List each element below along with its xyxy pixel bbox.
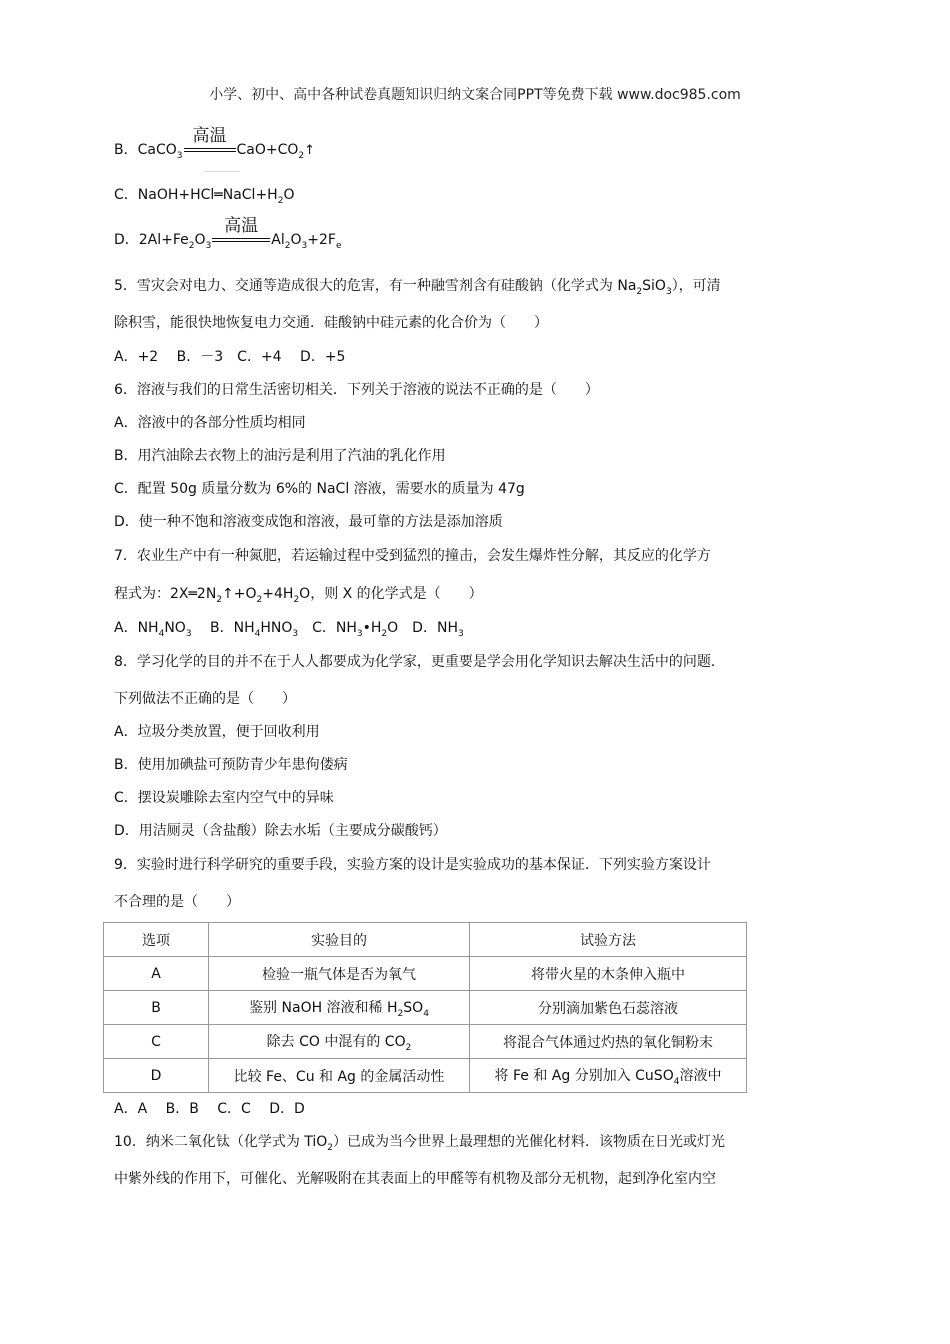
experiment-table: [103, 922, 747, 1093]
table-header: 实验目的: [209, 923, 470, 957]
q9-stem-line1: 9．实验时进行科学研究的重要手段，实验方案的设计是实验成功的基本保证．下列实验方案设计: [114, 857, 711, 873]
q7-stem-line1: 7．农业生产中有一种氮肥，若运输过程中受到猛烈的撞击，会发生爆炸性分解，其反应的化学方: [114, 548, 711, 564]
table-cell: 将混合气体通过灼热的氧化铜粉末: [470, 1025, 747, 1059]
q7-stem-line2: 程式为：$2X═2N_2↑+O_2+4H_2O$，则 X 的化学式是（ ）: [114, 586, 483, 605]
q8-option-d: D．用洁厕灵（含盐酸）除去水垢（主要成分碳酸钙）: [114, 823, 447, 839]
q8-option-b: B．使用加碘盐可预防青少年患佝偻病: [114, 757, 348, 773]
table-header: 试验方法: [470, 923, 747, 957]
q6-option-b: B．用汽油除去衣物上的油污是利用了汽油的乳化作用: [114, 448, 446, 464]
q8-option-c: C．摆设炭雕除去室内空气中的异味: [114, 790, 334, 806]
table-cell: A: [104, 957, 209, 991]
table-row: [104, 1025, 747, 1059]
table-cell: 比较 Fe、Cu 和 Ag 的金属活动性: [209, 1059, 470, 1093]
table-cell: 除去 CO 中混有的 $CO_2$: [209, 1025, 470, 1059]
table-row: [104, 1059, 747, 1093]
gas-arrow-icon: ↑: [304, 143, 316, 158]
table-row: [104, 957, 747, 991]
table-cell: 将带火星的木条伸入瓶中: [470, 957, 747, 991]
table-row: [104, 991, 747, 1025]
table-cell: B: [104, 991, 209, 1025]
q8-stem-line1: 8．学习化学的目的并不在于人人都要成为化学家，更重要是学会用化学知识去解决生活中的问题．: [114, 654, 725, 670]
table-cell: 鉴别 NaOH 溶液和稀 $H_2SO_4$: [209, 991, 470, 1025]
q10-stem-line1: 10．纳米二氧化钛（化学式为 TiO$_2$）已成为当今世界上最理想的光催化材料．该物质在日光或灯光: [114, 1134, 726, 1153]
q4-option-b: B．CaCO$_3$ 高温 $CaO+CO_2↑$: [114, 126, 316, 161]
q5-stem-line2: 除积雪，能很快地恢复电力交通．硅酸钠中硅元素的化合价为（ ）: [114, 315, 548, 331]
table-cell: 将 Fe 和 Ag 分别加入 CuSO$_4$溶液中: [470, 1059, 747, 1093]
q8-stem-line2: 下列做法不正确的是（ ）: [114, 691, 296, 707]
divider: [203, 171, 240, 172]
q5-stem-line1: 5．雪灾会对电力、交通等造成很大的危害，有一种融雪剂含有硅酸钠（化学式为 $Na_2SiO_3$），可清: [114, 278, 721, 297]
q9-options: A．A B．B C．C D．D: [114, 1101, 305, 1117]
table-cell: C: [104, 1025, 209, 1059]
q8-option-a: A．垃圾分类放置，便于回收利用: [114, 724, 320, 740]
table-header-row: [104, 923, 747, 957]
reaction-condition: 高温: [211, 231, 271, 249]
q6-option-c: C．配置 50g 质量分数为 6%的 NaCl 溶液，需要水的质量为 47g: [114, 481, 525, 497]
table-cell: 分别滴加紫色石蕊溶液: [470, 991, 747, 1025]
table-cell: 检验一瓶气体是否为氧气: [209, 957, 470, 991]
table-cell: D: [104, 1059, 209, 1093]
q6-stem: 6．溶液与我们的日常生活密切相关．下列关于溶液的说法不正确的是（ ）: [114, 382, 599, 398]
q7-options: A．$NH_4NO_3$ B．$NH_4HNO_3$ C．$NH_3•H_2O$ D．$NH_3$: [114, 620, 464, 639]
q9-stem-line2: 不合理的是（ ）: [114, 894, 240, 910]
q6-option-a: A．溶液中的各部分性质均相同: [114, 415, 306, 431]
table-header: 选项: [104, 923, 209, 957]
q10-stem-line2: 中紫外线的作用下，可催化、光解吸附在其表面上的甲醛等有机物及部分无机物，起到净化室内空: [114, 1171, 716, 1187]
page-header: 小学、初中、高中各种试卷真题知识归纳文案合同PPT等免费下载 www.doc985.com: [209, 87, 741, 103]
q4-option-c: C．$NaOH+HCl═NaCl+H_2O$: [114, 187, 295, 206]
q6-option-d: D．使一种不饱和溶液变成饱和溶液，最可靠的方法是添加溶质: [114, 514, 503, 530]
reaction-condition: 高温: [183, 141, 237, 159]
q4-option-d: D．$2Al+Fe_2O_3$ 高温 $Al_2O_3+2F_e$: [114, 216, 342, 251]
q5-options: A．+2 B．－3 C．+4 D．+5: [114, 349, 346, 365]
